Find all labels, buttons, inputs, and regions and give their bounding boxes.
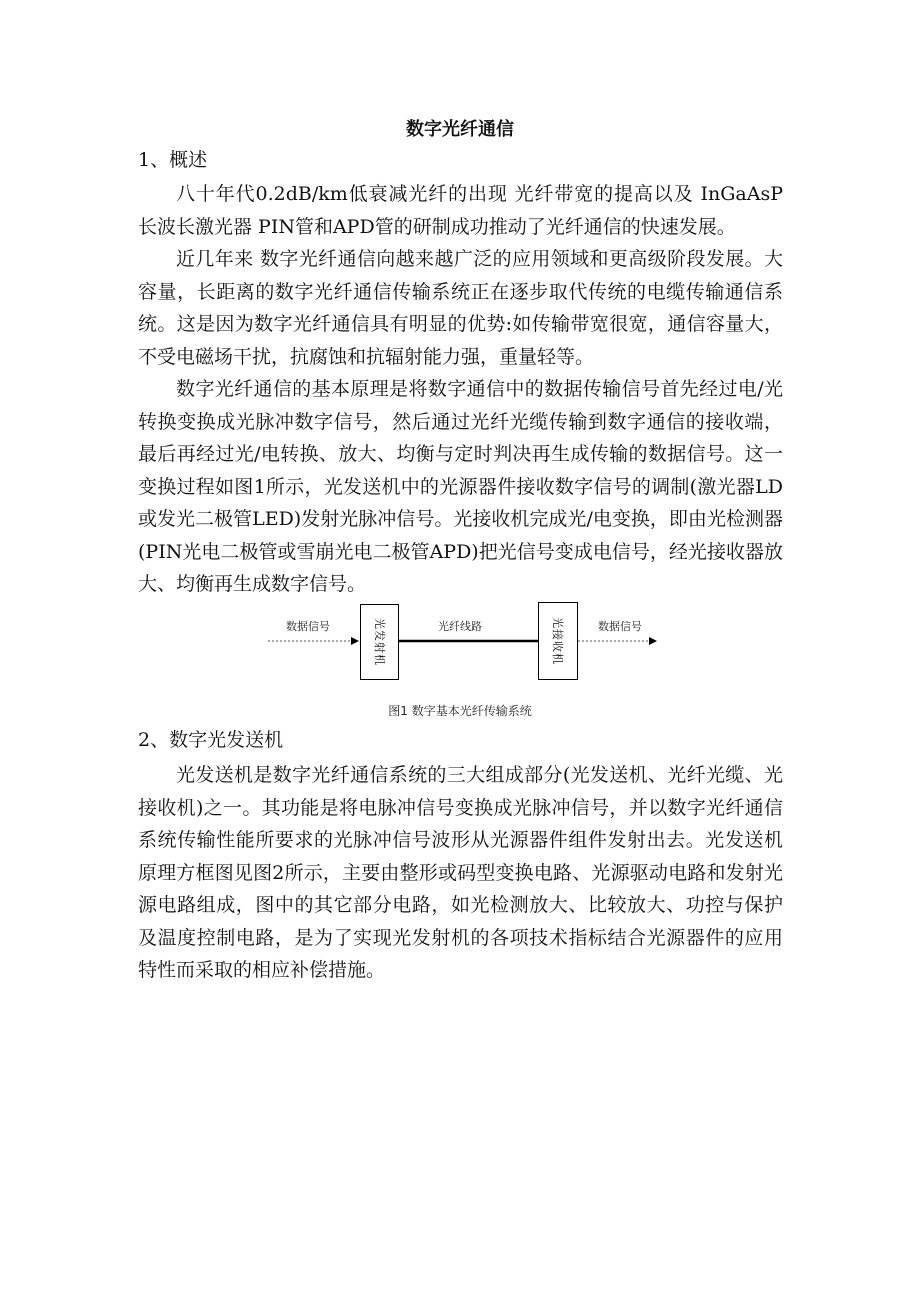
fiber-link-label: 光纤线路 [438, 620, 482, 633]
receiver-box [538, 602, 578, 680]
receiver-label: 光接收机 [551, 617, 564, 665]
document-title: 数字光纤通信 [406, 119, 514, 140]
section-heading-overview: 1、概述 [138, 149, 208, 171]
section-heading-transmitter: 2、数字光发送机 [138, 729, 284, 751]
paragraph-overview-1: 八十年代0.2dB/km低衰减光纤的出现 光纤带宽的提高以及 InGaAsP 长波长激光器 PIN管和APD管的研制成功推动了光纤通信的快速发展。 [138, 183, 783, 238]
paragraph-transmitter-1: 光发送机是数字光纤通信系统的三大组成部分(光发送机、光纤光缆、光接收机)之一。其功能是将电脉冲信号变换成光脉冲信号，并以数字光纤通信系统传输性能所要求的光脉冲信号波形从光源器件组件发射出去。光发送机原理方框图见图2所示，主要由整形或码型变换电路、光源驱动电路和发射光源电路组成，图中的其它部分电路，如光检测放大、比较放大、功控与保护及温度控制电路，是为了实现光发射机的各项技术指标结合光源器件的应用特性而采取的相应补偿措施。 [138, 764, 783, 981]
figure-1-caption: 图1 数字基本光纤传输系统 [388, 704, 532, 718]
paragraph-overview-2: 近几年来 数字光纤通信向越来越广泛的应用领域和更高级阶段发展。大容量，长距离的数字光纤通信传输系统正在逐步取代传统的电缆传输通信系统。这是因为数字光纤通信具有明显的优势:如传输带宽很宽，通信容量大，不受电磁场干扰，抗腐蚀和抗辐射能力强，重量轻等。 [138, 248, 783, 368]
transmitter-box [360, 604, 399, 680]
input-signal-label: 数据信号 [286, 620, 330, 633]
paragraph-overview-3: 数字光纤通信的基本原理是将数字通信中的数据传输信号首先经过电/光转换变换成光脉冲数字信号，然后通过光纤光缆传输到数字通信的接收端，最后再经过光/电转换、放大、均衡与定时判决再生成传输的数据信号。这一变换过程如图1所示，光发送机中的光源器件接收数字信号的调制(激光器LD或发光二极管LED)发射光脉冲信号。光接收机完成光/电变换，即由光检测器(PIN光电二极管或雪崩光电二极管APD)把光信号变成电信号，经光接收器放大、均衡再生成数字信号。 [138, 378, 783, 595]
output-signal-label: 数据信号 [598, 620, 642, 633]
figure-1-connectors [138, 596, 783, 706]
transmitter-label: 光发射机 [372, 618, 386, 666]
